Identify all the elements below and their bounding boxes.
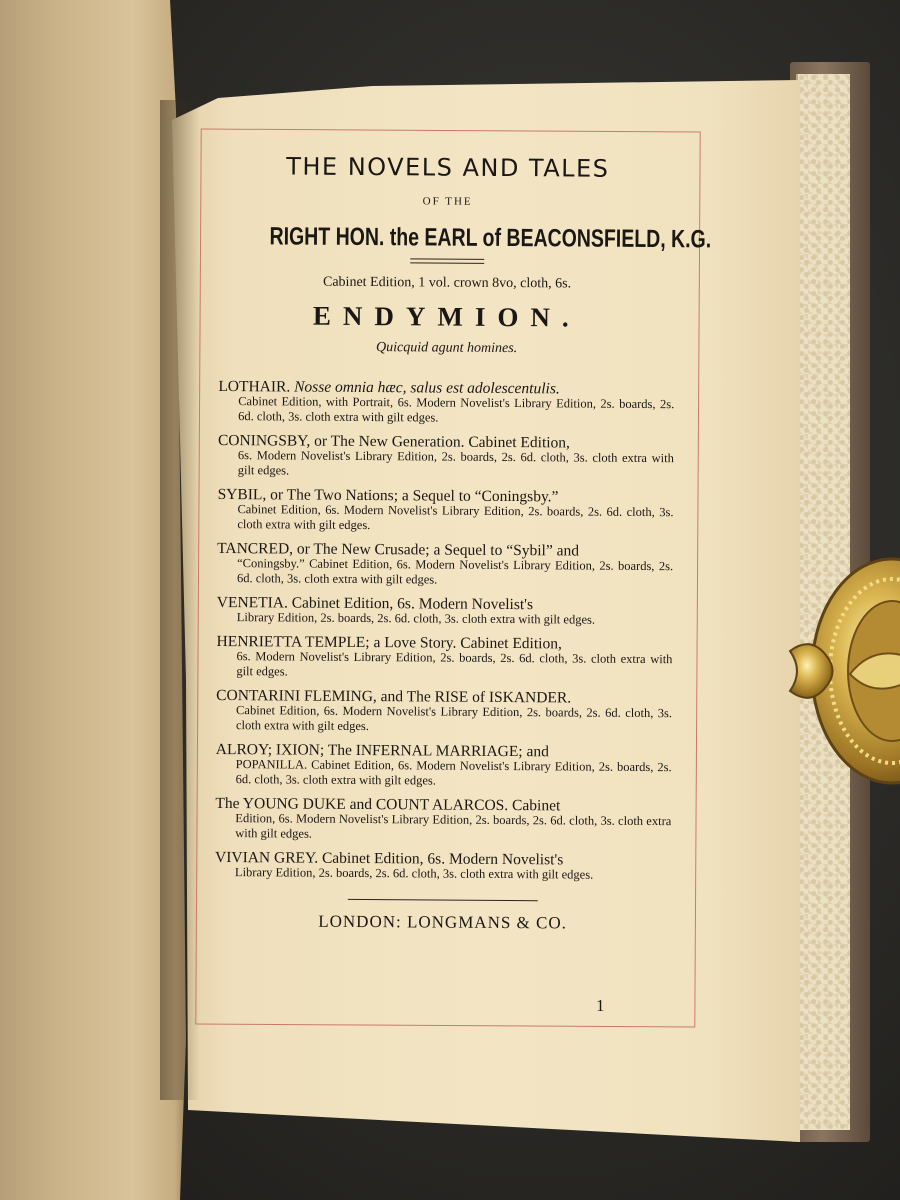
novel-title: SYBIL, or The Two Nations; a Sequel to “Coningsby.” — [217, 485, 559, 506]
novel-entry — [216, 634, 672, 682]
page-number: 1 — [596, 996, 605, 1015]
novel-edition-details: Cabinet Edition, 6s. Modern Novelist's Library Edition, 2s. boards, 2s. 6d. cloth, 3s. cloth extra with gilt edges. — [235, 703, 673, 734]
novel-entry — [218, 433, 674, 481]
novel-title: ALROY; IXION; The INFERNAL MARRIAGE; and — [215, 740, 549, 761]
novel-entry — [215, 796, 671, 844]
novel-edition-details: 6s. Modern Novelist's Library Edition, 2s. boards, 2s. 6d. cloth, 3s. cloth extra with gilt edges. — [237, 448, 674, 478]
novel-title: CONINGSBY, or The New Generation. Cabinet Edition, — [217, 431, 571, 452]
novel-entry — [218, 379, 674, 427]
novel-title: The YOUNG DUKE and COUNT ALARCOS. Cabinet — [215, 794, 561, 815]
novel-edition-details: Library Edition, 2s. boards, 2s. 6d. cloth, 3s. cloth extra with gilt edges. — [236, 610, 596, 627]
novel-entry — [217, 541, 673, 589]
novel-title: HENRIETTA TEMPLE; a Love Story. Cabinet Edition, — [216, 632, 562, 653]
novel-edition-details: Edition, 6s. Modern Novelist's Library Edition, 2s. boards, 2s. 6d. cloth, 3s. cloth extra with gilt edges. — [235, 811, 672, 841]
gilt-clasp — [780, 556, 900, 786]
novel-entry — [216, 742, 672, 790]
featured-motto: Quicquid agunt homines. — [375, 340, 518, 357]
author-line: RIGHT HON. the EARL of BEACONSFIELD, K.G. — [269, 222, 712, 254]
imprint-rule — [348, 899, 538, 901]
novel-entry — [217, 595, 673, 628]
novel-title: LOTHAIR. — [218, 377, 291, 396]
novel-edition-details: “Coningsby.” Cabinet Edition, 6s. Modern Novelist's Library Edition, 2s. boards, 2s. 6d. cloth, 3s. cloth extra with gilt edges. — [236, 556, 674, 587]
novel-edition-details: POPANILLA. Cabinet Edition, 6s. Modern Novelist's Library Edition, 2s. boards, 2s. 6d. cloth, 3s. cloth extra with gilt edges. — [235, 757, 672, 788]
featured-title: ENDYMION. — [312, 300, 581, 333]
publisher-imprint: LONDON: LONGMANS & CO. — [318, 911, 568, 933]
novel-entry — [216, 688, 672, 736]
double-rule — [410, 258, 484, 264]
novel-list — [215, 379, 674, 883]
edition-line: Cabinet Edition, 1 vol. crown 8vo, cloth, 6s. — [322, 274, 572, 292]
series-title: THE NOVELS AND TALES — [286, 152, 610, 183]
page-content — [215, 150, 712, 934]
novel-edition-details: Cabinet Edition, 6s. Modern Novelist's Library Edition, 2s. boards, 2s. 6d. cloth, 3s. cloth extra with gilt edges. — [237, 502, 674, 533]
novel-edition-details: Cabinet Edition, with Portrait, 6s. Modern Novelist's Library Edition, 2s. boards, 2s. 6d. cloth, 3s. cloth extra with gilt edges. — [238, 394, 675, 425]
novel-entry — [215, 850, 671, 883]
of-the-line: OF THE — [422, 195, 473, 208]
novel-title: CONTARINI FLEMING, and The RISE of ISKANDER. — [216, 686, 572, 707]
novel-edition-details: Library Edition, 2s. boards, 2s. 6d. cloth, 3s. cloth extra with gilt edges. — [234, 865, 594, 882]
gutter-shadow — [160, 100, 200, 1100]
novel-title: VENETIA. Cabinet Edition, 6s. Modern Novelist's — [216, 593, 534, 614]
novel-entry — [217, 487, 673, 535]
novel-title: VIVIAN GREY. Cabinet Edition, 6s. Modern Novelist's — [215, 848, 564, 869]
novel-edition-details: 6s. Modern Novelist's Library Edition, 2s. boards, 2s. 6d. cloth, 3s. cloth extra with gilt edges. — [236, 649, 673, 679]
novel-motto: Nosse omnia hæc, salus est adolescentulis. — [294, 378, 560, 398]
novel-title: TANCRED, or The New Crusade; a Sequel to “Sybil” and — [217, 539, 580, 560]
